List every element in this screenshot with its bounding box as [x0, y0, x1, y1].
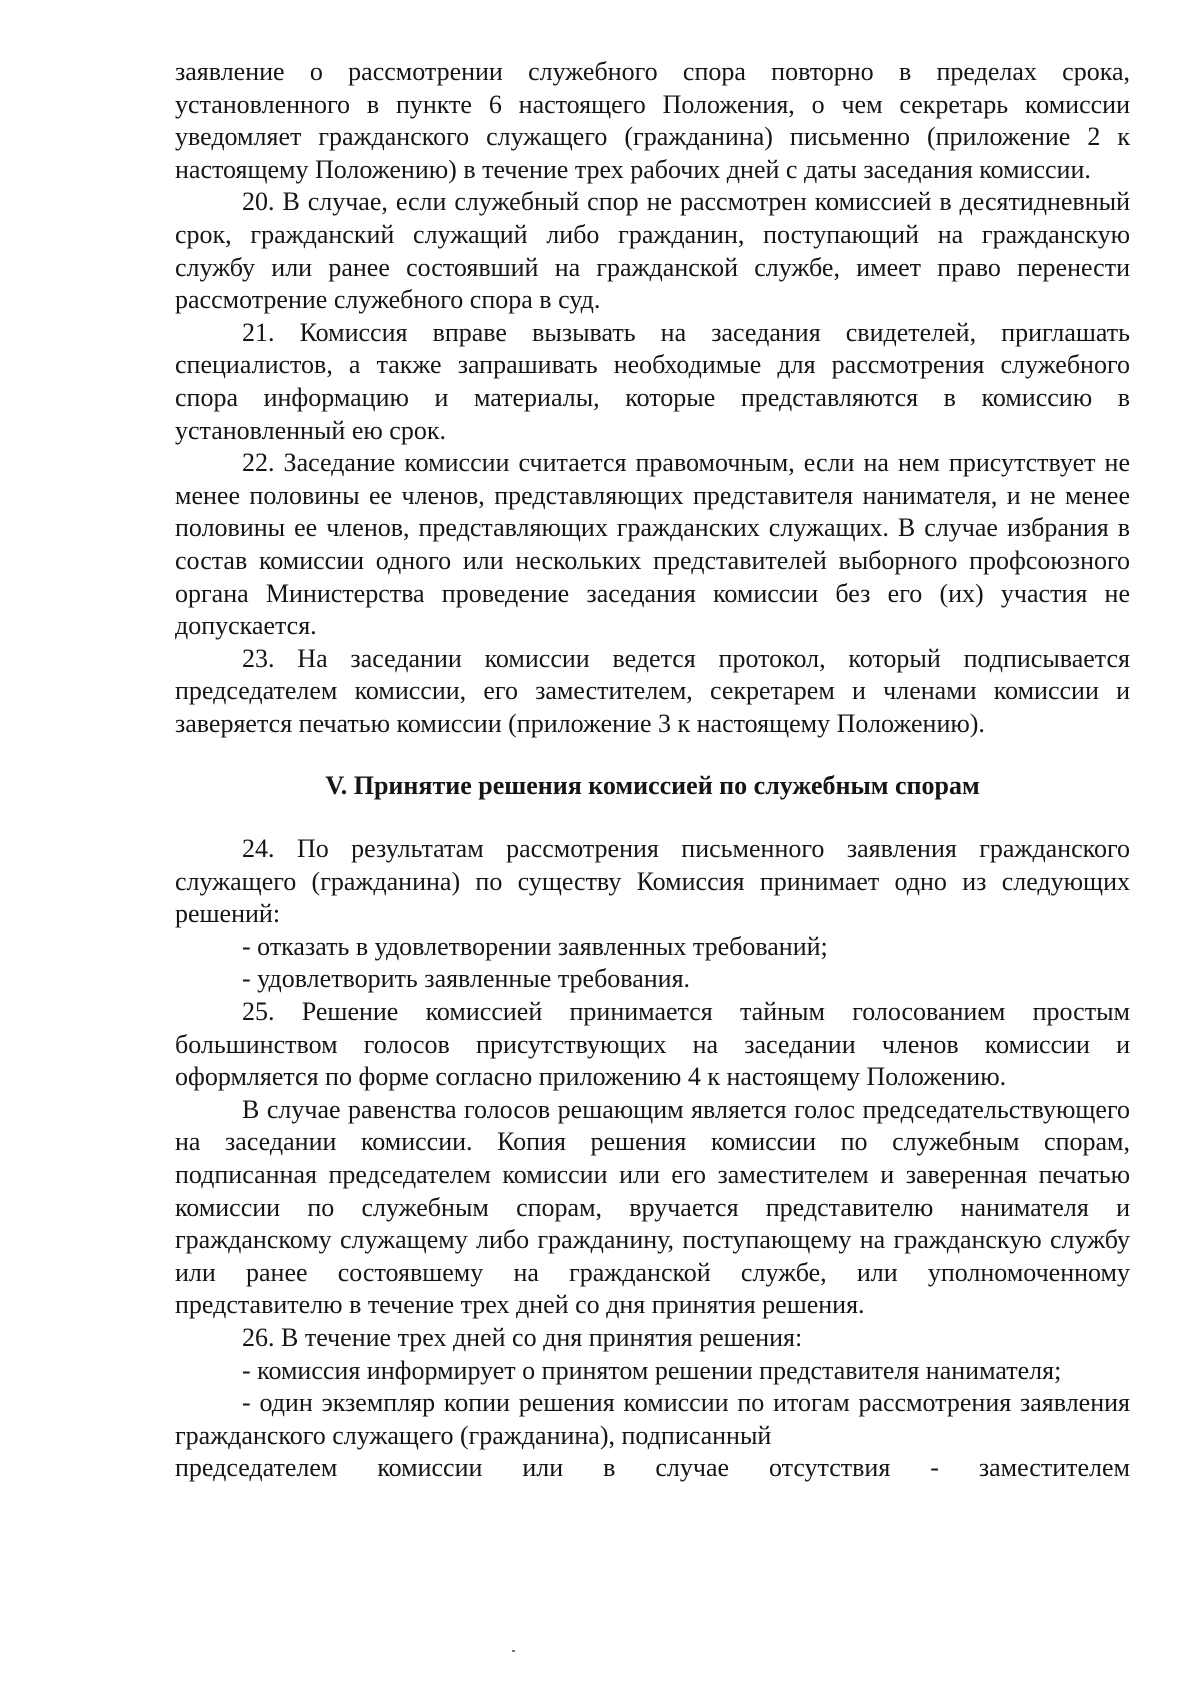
- paragraph-24-item-2: - удовлетворить заявленные требования.: [242, 964, 691, 994]
- scan-speck: [512, 1650, 515, 1652]
- paragraph-20: 20. В случае, если служебный спор не рассмотрен комиссией в десятидневный срок, гражданский служащий либо гражданин, поступающий на гражданскую службу или ранее состоявший на гражданской службе, имеет право перенести рассмотрение служебного спора в суд.: [175, 187, 1130, 315]
- paragraph-25: 25. Решение комиссией принимается тайным голосованием простым большинством голосов присутствующих на заседании членов комиссии и оформляется по форме согласно приложению 4 к настоящему Положению.: [175, 997, 1130, 1092]
- paragraph-26: 26. В течение трех дней со дня принятия решения:: [242, 1322, 803, 1352]
- paragraph-22: 22. Заседание комиссии считается правомочным, если на нем присутствует не менее половины ее членов, представляющих представителя нанимателя, и не менее половины ее членов, представляющих гражданских служащих. В случае избрания в состав комиссии одного или нескольких представителей выборного профсоюзного органа Министерства проведение заседания комиссии без его (их) участия не допускается.: [175, 448, 1130, 641]
- paragraph-24-item-1: - отказать в удовлетворении заявленных требований;: [242, 931, 828, 961]
- paragraph-26-item-2: [175, 1387, 1130, 1485]
- paragraph-21: 21. Комиссия вправе вызывать на заседания свидетелей, приглашать специалистов, а также запрашивать необходимые для рассмотрения служебного спора информацию и материалы, которые представляются в комиссию в установленный ею срок.: [175, 317, 1130, 445]
- paragraph-23: 23. На заседании комиссии ведется протокол, который подписывается председателем комиссии, его заместителем, секретарем и членами комиссии и заверяется печатью комиссии (приложение 3 к настоящему Положению).: [175, 643, 1130, 738]
- paragraph-26-item-2-main: - один экземпляр копии решения комиссии по итогам рассмотрения заявления гражданского служащего (гражданина), подписанный: [175, 1388, 1130, 1450]
- paragraph-26-item-2-last-line: председателем комиссии или в случае отсутствия - заместителем: [175, 1453, 1130, 1483]
- paragraph-intro: заявление о рассмотрении служебного спора повторно в пределах срока, установленного в пункте 6 настоящего Положения, о чем секретарь комиссии уведомляет гражданского служащего (гражданина) письменно (приложение 2 к настоящему Положению) в течение трех рабочих дней с даты заседания комиссии.: [175, 57, 1130, 184]
- document-page: [175, 56, 1130, 1485]
- paragraph-24: 24. По результатам рассмотрения письменного заявления гражданского служащего (гражданина) по существу Комиссия принимает одно из следующих решений:: [175, 834, 1130, 929]
- paragraph-26-item-1: - комиссия информирует о принятом решении представителя нанимателя;: [242, 1355, 1062, 1385]
- section-heading: V. Принятие решения комиссией по служебным спорам: [325, 771, 980, 801]
- paragraph-25-continued: В случае равенства голосов решающим является голос председательствующего на заседании комиссии. Копия решения комиссии по служебным спорам, подписанная председателем комиссии или его заместителем и заверенная печатью комиссии по служебным спорам, вручается представителю нанимателя и гражданскому служащему либо гражданину, поступающему на гражданскую службу или ранее состоявшему на гражданской службе, или уполномоченному представителю в течение трех дней со дня принятия решения.: [175, 1094, 1130, 1320]
